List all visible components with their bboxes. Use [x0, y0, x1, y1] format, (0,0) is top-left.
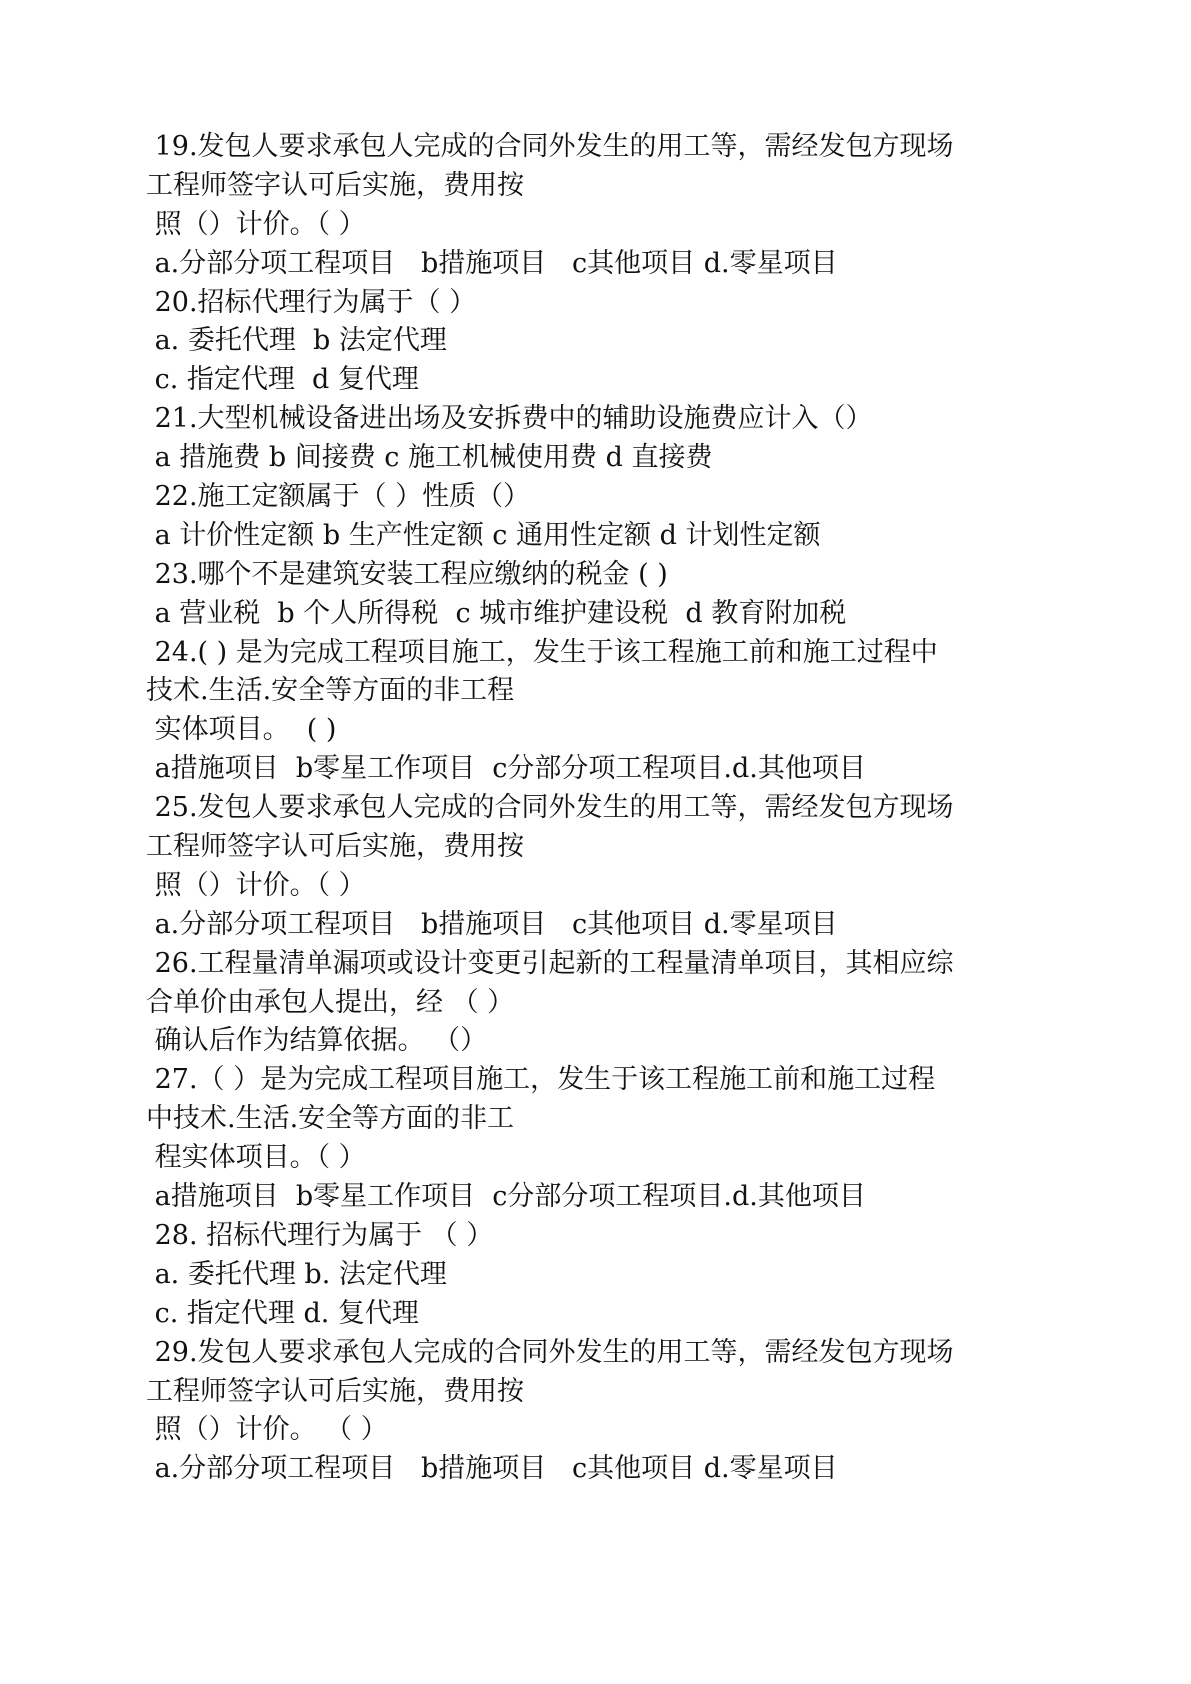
text-line: 23.哪个不是建筑安装工程应缴纳的税金 ( ) [146, 558, 668, 590]
text-line: 27.（ ）是为完成工程项目施工，发生于该工程施工前和施工过程 [146, 1064, 936, 1096]
text-line: 20.招标代理行为属于（ ） [146, 286, 477, 318]
text-line: a 营业税 b 个人所得税 c 城市维护建设税 d 教育附加税 [146, 597, 847, 629]
text-line: 工程师签字认可后实施，费用按 [146, 1375, 524, 1407]
text-line: 技术.生活.安全等方面的非工程 [146, 675, 515, 707]
text-line: 照（）计价。（ ） [146, 869, 366, 901]
text-line: 29.发包人要求承包人完成的合同外发生的用工等，需经发包方现场 [146, 1336, 954, 1368]
text-line: 中技术.生活.安全等方面的非工 [146, 1103, 515, 1135]
text-line: a 计价性定额 b 生产性定额 c 通用性定额 d 计划性定额 [146, 519, 821, 551]
text-line: c. 指定代理 d. 复代理 [146, 1297, 419, 1329]
text-line: 照（）计价。 （ ） [146, 1414, 388, 1446]
text-line: 25.发包人要求承包人完成的合同外发生的用工等，需经发包方现场 [146, 792, 954, 824]
text-line: a.分部分项工程项目 b措施项目 c其他项目 d.零星项目 [146, 1453, 838, 1485]
text-line: 实体项目。 ( ) [146, 714, 337, 746]
text-line: 22.施工定额属于（ ）性质（） [146, 481, 531, 513]
text-line: 26.工程量清单漏项或设计变更引起新的工程量清单项目，其相应综 [146, 947, 954, 979]
text-line: a措施项目 b零星工作项目 c分部分项工程项目.d.其他项目 [146, 1181, 866, 1213]
text-line: 工程师签字认可后实施，费用按 [146, 169, 524, 201]
text-line: a. 委托代理 b. 法定代理 [146, 1258, 447, 1290]
text-line: a. 委托代理 b 法定代理 [146, 325, 447, 357]
text-line: a 措施费 b 间接费 c 施工机械使用费 d 直接费 [146, 442, 713, 474]
text-line: 19.发包人要求承包人完成的合同外发生的用工等，需经发包方现场 [146, 131, 954, 162]
text-line: 21.大型机械设备进出场及安拆费中的辅助设施费应计入（） [146, 403, 873, 435]
text-line: 程实体项目。（ ） [146, 1142, 366, 1174]
text-line: 24.( ) 是为完成工程项目施工，发生于该工程施工前和施工过程中 [146, 636, 938, 668]
text-line: 工程师签字认可后实施，费用按 [146, 831, 524, 863]
text-line: 28. 招标代理行为属于 （ ） [146, 1219, 494, 1251]
text-line: 合单价由承包人提出，经 （ ） [146, 986, 515, 1018]
text-line: a措施项目 b零星工作项目 c分部分项工程项目.d.其他项目 [146, 753, 866, 785]
text-line: 确认后作为结算依据。 （） [146, 1025, 488, 1057]
text-line: 照（）计价。（ ） [146, 208, 366, 240]
document-page [146, 128, 1076, 1489]
text-line: a.分部分项工程项目 b措施项目 c其他项目 d.零星项目 [146, 908, 838, 940]
text-line: a.分部分项工程项目 b措施项目 c其他项目 d.零星项目 [146, 247, 838, 279]
text-line: c. 指定代理 d 复代理 [146, 364, 419, 396]
